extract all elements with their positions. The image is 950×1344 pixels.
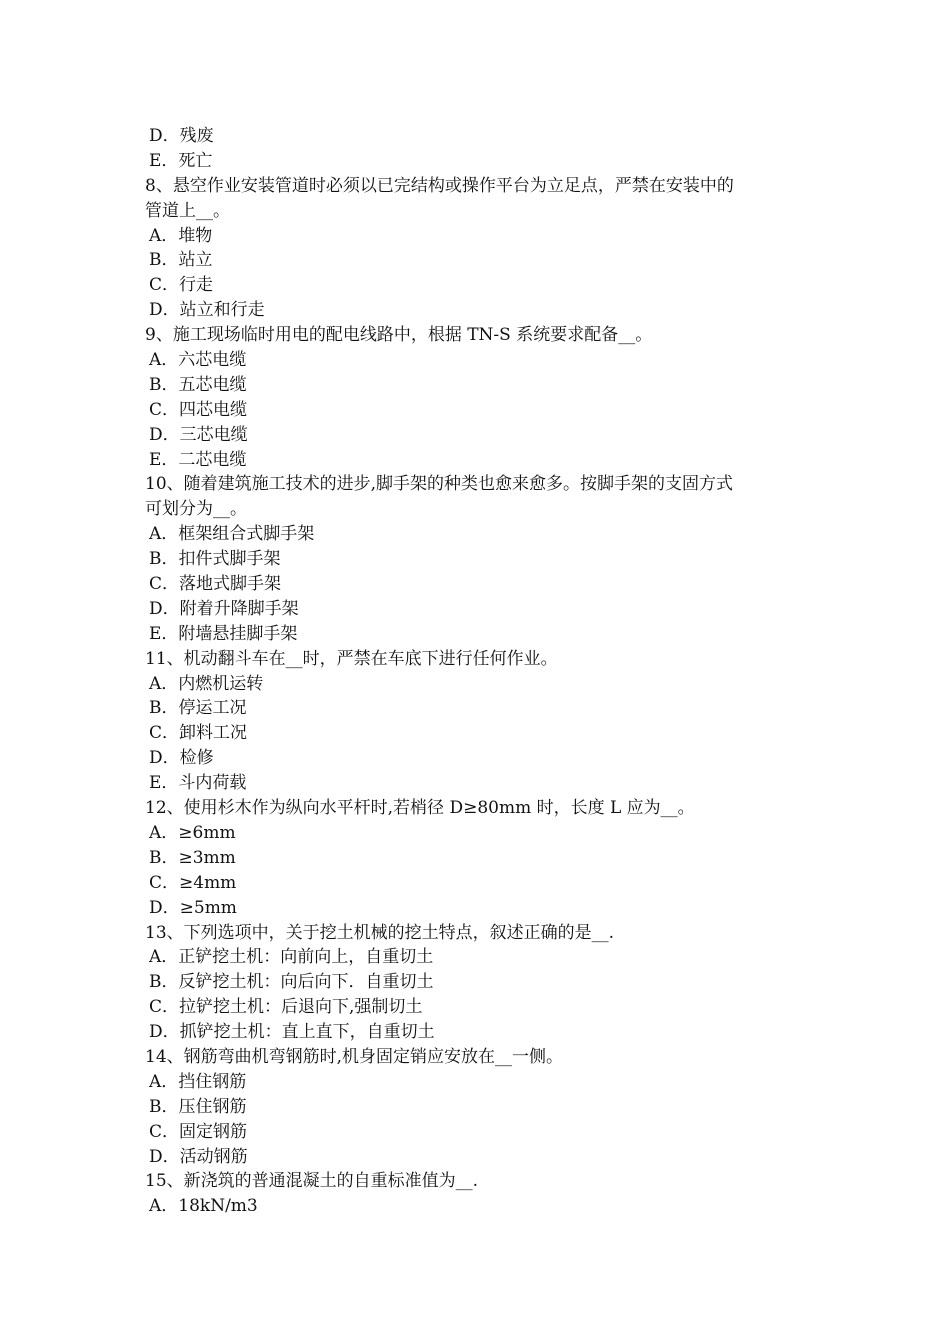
question-text-line: 9、施工现场临时用电的配电线路中，根据 TN-S 系统要求配备__。 [145, 325, 653, 346]
answer-option-line: D．残废 [149, 126, 214, 146]
answer-option-line: D．检修 [149, 748, 214, 769]
answer-option-line: D．活动钢筋 [149, 1146, 248, 1167]
answer-option-line: A．正铲挖土机：向前向上，自重切土 [149, 947, 434, 968]
answer-option-line: C．行走 [149, 275, 214, 296]
question-text-line: 15、新浇筑的普通混凝土的自重标准值为__. [145, 1171, 479, 1192]
answer-option-line: B．≥3mm [149, 847, 236, 868]
answer-option-line: B．五芯电缆 [149, 374, 247, 395]
question-text-line: 13、下列选项中，关于挖土机械的挖土特点，叙述正确的是__. [145, 922, 615, 943]
answer-option-line: E．附墙悬挂脚手架 [149, 623, 298, 644]
answer-option-line: C．≥4mm [149, 872, 237, 893]
answer-option-line: A．堆物 [149, 225, 213, 246]
answer-option-line: B．反铲挖土机：向后向下．自重切土 [149, 972, 434, 993]
answer-option-line: A．挡住钢筋 [149, 1071, 247, 1092]
answer-option-line: E．斗内荷载 [149, 773, 247, 794]
answer-option-line: D．三芯电缆 [149, 424, 248, 445]
answer-option-line: D．抓铲挖土机：直上直下，自重切土 [149, 1022, 435, 1043]
answer-option-line: B．站立 [149, 250, 213, 271]
question-text-line: 11、机动翻斗车在__时，严禁在车底下进行任何作业。 [145, 648, 558, 669]
answer-option-line: C．卸料工况 [149, 723, 248, 744]
question-text-line: 管道上__。 [145, 200, 230, 221]
question-text-line: 12、使用杉木作为纵向水平杆时,若梢径 D≥80mm 时，长度 L 应为__。 [145, 798, 695, 819]
answer-option-line: D．附着升降脚手架 [149, 598, 299, 619]
answer-option-line: E．死亡 [149, 150, 213, 171]
question-text-line: 可划分为__。 [145, 499, 247, 520]
answer-option-line: A．六芯电缆 [149, 350, 247, 371]
answer-option-line: C．落地式脚手架 [149, 574, 282, 595]
question-text-line: 14、钢筋弯曲机弯钢筋时,机身固定销应安放在__一侧。 [145, 1046, 564, 1067]
answer-option-line: E．二芯电缆 [149, 449, 247, 470]
question-text-line: 8、悬空作业安装管道时必须以已完结构或操作平台为立足点，严禁在安装中的 [145, 175, 734, 196]
exam-questions-text [145, 124, 810, 1219]
answer-option-line: A．框架组合式脚手架 [149, 524, 315, 545]
answer-option-line: D．≥5mm [149, 897, 237, 918]
answer-option-line: A．≥6mm [149, 822, 236, 843]
answer-option-line: B．停运工况 [149, 698, 247, 719]
answer-option-line: B．压住钢筋 [149, 1096, 247, 1117]
answer-option-line: D．站立和行走 [149, 300, 265, 321]
answer-option-line: A．内燃机运转 [149, 673, 264, 694]
question-text-line: 10、随着建筑施工技术的进步,脚手架的种类也愈来愈多。按脚手架的支固方式 [145, 474, 734, 495]
answer-option-line: C．四芯电缆 [149, 399, 248, 420]
answer-option-line: C．拉铲挖土机：后退向下,强制切土 [149, 997, 423, 1018]
answer-option-line: C．固定钢筋 [149, 1121, 248, 1142]
answer-option-line: A．18kN/m3 [149, 1196, 258, 1217]
answer-option-line: B．扣件式脚手架 [149, 549, 281, 570]
